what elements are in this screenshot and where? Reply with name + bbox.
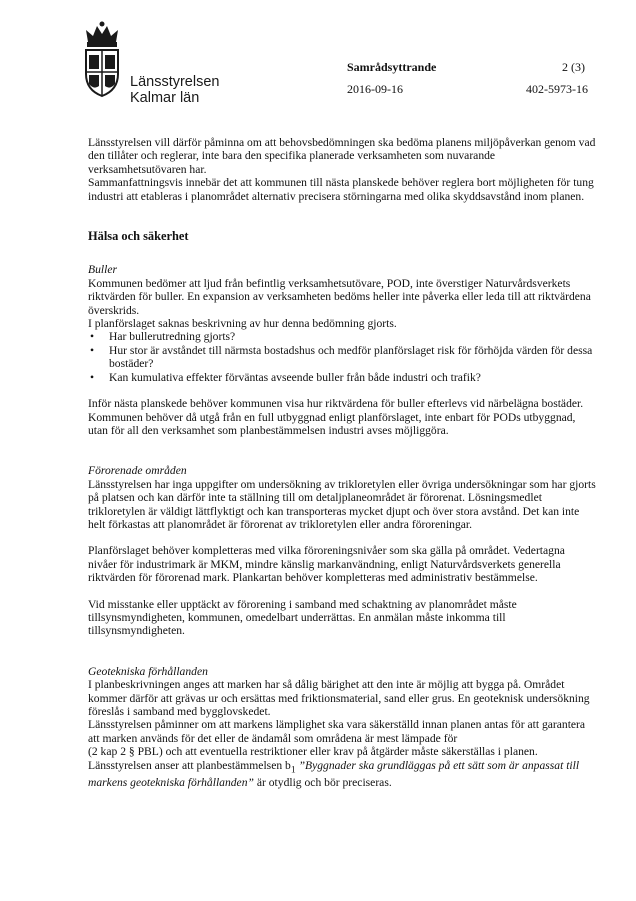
intro-paragraph-2: Sammanfattningsvis innebär det att kommunen till nästa planskede behöver reglera bort möjligheten för tung industri att etableras i planområdet alternativ precisera störningarna med olika skyddsavstånd inom planen. xyxy=(88,176,594,203)
agency-name xyxy=(130,74,219,106)
subheading-contaminated-areas: Förorenade områden xyxy=(88,464,187,478)
geotechnical-paragraph-3-subscript: 1 xyxy=(290,763,296,775)
geotechnical-paragraph-2 xyxy=(88,718,596,758)
noise-paragraph-3: Inför nästa planskede behöver kommunen visa hur riktvärdena för buller efterlevs vid närbelägna bostäder. Kommunen behöver då utgå från en full utbyggnad enligt planförslaget, inte enbart för PODs utbyggnad, utan för all den verksamhet som planbestämmelsen industri avses möjliggöra. xyxy=(88,397,584,437)
agency-name-line2: Kalmar län xyxy=(130,90,200,106)
subheading-geotechnical: Geotekniska förhållanden xyxy=(88,664,208,678)
geotechnical-paragraph-3-end: är otydlig och bör preciseras. xyxy=(253,776,392,790)
geotechnical-quote: ”Byggnader ska grundläggas på ett sätt som är anpassat till markens geotekniska förhållanden” xyxy=(88,758,580,790)
contaminated-paragraph-2: Planförslaget behöver kompletteras med vilka föroreningsnivåer som ska gälla på området. Vedertagna nivåer för industrimark är MKM, mindre känslig markanvändning, enligt Naturvårdsverkets generella riktvärden för förorenad mark. Plankartan behöver kompletteras med administrativ bestämmelse. xyxy=(88,544,565,585)
geotechnical-paragraph-2-part-1: Länsstyrelsen påminner om att markens lämplighet ska vara säkerställd innan planen antas för att garantera att marken används för det eller de ändamål som områdena är mest lämpade för xyxy=(88,718,586,745)
geotechnical-paragraph-3-start: Länsstyrelsen anser att planbestämmelsen b xyxy=(88,758,291,772)
geotechnical-paragraph-3 xyxy=(88,759,596,790)
noise-paragraph-1: Kommunen bedömer att ljud från befintlig verksamhetsutövare, POD, inte överstiger Naturvårdsverkets riktvärden för buller. En expansion av verksamheten bedöms heller inte påverka eller leda till att riktvärdena överskrids. xyxy=(88,276,591,317)
list-item: • Har bullerutredning gjorts? xyxy=(88,330,596,343)
list-item: • Kan kumulativa effekter förväntas avseende buller från både industri och trafik? xyxy=(88,371,596,384)
agency-name-line1: Länsstyrelsen xyxy=(130,74,220,90)
document-body xyxy=(88,136,596,790)
section-heading-health-safety: Hälsa och säkerhet xyxy=(88,229,189,244)
crown-coat-of-arms-icon xyxy=(80,20,124,98)
list-item: • Hur stor är avståndet till närmsta bostadshus och medför planförslaget risk för förhöjda värden för dessa bostäder? xyxy=(88,344,596,371)
document-type: Samrådsyttrande xyxy=(347,60,437,74)
subheading-noise: Buller xyxy=(88,263,117,277)
contaminated-paragraph-3: Vid misstanke eller upptäckt av förorening i samband med schaktning av planområdet måste tillsynsmyndigheten, kommunen, omedelbart underrättas. En anmälan måste inkomma till tillsynsmyndigheten. xyxy=(88,597,517,638)
document-date: 2016-09-16 xyxy=(347,82,403,96)
noise-question-list xyxy=(88,330,596,384)
geotechnical-paragraph-2-part-2: (2 kap 2 § PBL) och att eventuella restriktioner eller krav på åtgärder måste säkerställas i planen. xyxy=(88,745,538,759)
agency-logo xyxy=(80,20,220,106)
noise-paragraph-2: I planförslaget saknas beskrivning av hur denna bedömning gjorts. xyxy=(88,317,397,331)
page-number: 2 (3) xyxy=(562,60,585,74)
intro-paragraph-1: Länsstyrelsen vill därför påminna om att behovsbedömningen ska bedöma planens miljöpåverkan genom vad den tillåter och reglerar, inte bara den specifika planerade verksamheten som nuvarande verksamhetsutövaren har. xyxy=(88,136,596,176)
reference-number: 402-5973-16 xyxy=(526,82,588,96)
contaminated-paragraph-1: Länsstyrelsen har inga uppgifter om undersökning av trikloretylen eller övriga undersökningar som har gjorts på platsen och kan därför inte ta ställning till om detaljplaneområdet är förorenat. Lösningsmedlet trikloretylen är väldigt lättflyktigt och kan transporteras mycket djupt och över stora avstånd. Det kan inte helt förkastas att planområdet är förorenat av trikloretylen eller andra föroreningar. xyxy=(88,477,596,531)
geotechnical-paragraph-1: I planbeskrivningen anges att marken har så dålig bärighet att den inte är möjlig att bygga på. Området kommer därför att grävas ur och ersättas med friktionsmaterial, sand eller grus. En geoteknisk undersökning föreslås i samband med bygglovskedet. xyxy=(88,678,590,718)
